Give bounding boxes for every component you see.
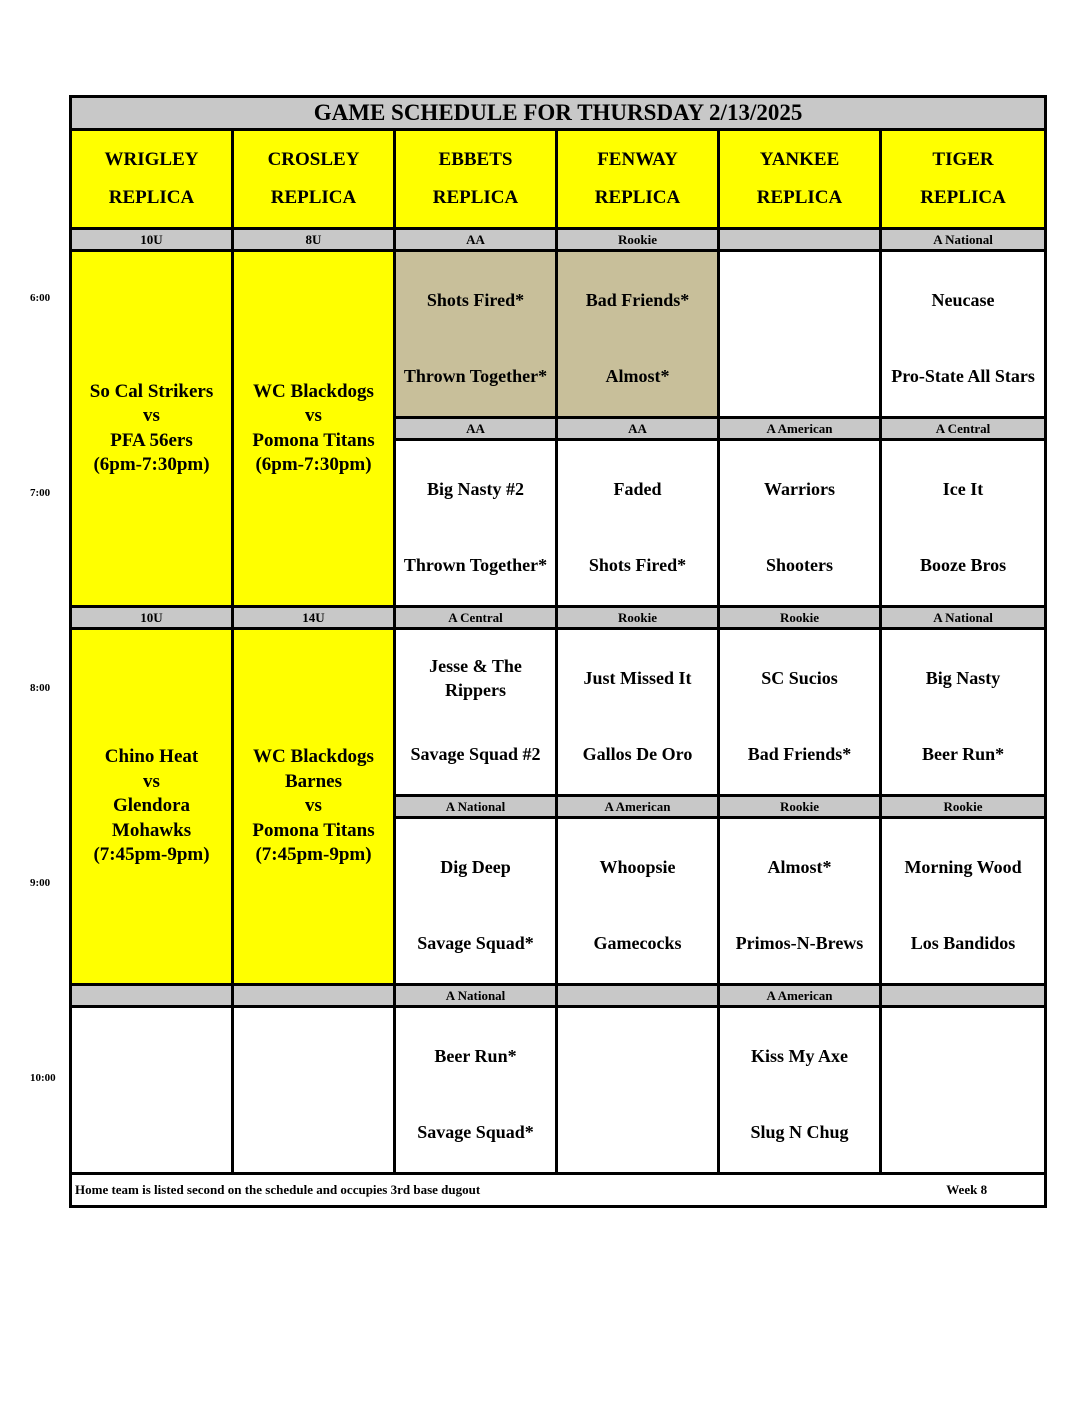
field-name: YANKEE — [759, 149, 840, 170]
away-team: Warriors — [764, 479, 835, 499]
game-cell — [719, 629, 881, 796]
home-team — [72, 1098, 231, 1166]
home-team: Gallos De Oro — [582, 744, 693, 764]
game-cell — [71, 1007, 233, 1174]
field-header-fenway — [557, 130, 719, 229]
game-cell — [233, 1007, 395, 1174]
crosley-game-late — [233, 629, 395, 985]
game-time: (7:45pm-9pm) — [255, 844, 372, 866]
field-header-row — [71, 130, 1046, 229]
field-name: CROSLEY — [267, 149, 360, 170]
game-cell — [395, 440, 557, 607]
away-team — [558, 1014, 717, 1098]
home-team: Primos-N-Brews — [735, 933, 864, 953]
team-name: Pomona Titans — [252, 429, 375, 451]
game-cell — [719, 251, 881, 418]
game-cell — [881, 818, 1046, 985]
division-label — [233, 985, 395, 1007]
field-header-crosley — [233, 130, 395, 229]
time-label: 7:00 — [30, 487, 51, 499]
division-label: A Central — [881, 418, 1046, 440]
game-cell — [719, 818, 881, 985]
home-team: Shooters — [766, 555, 833, 575]
game-cell — [395, 1007, 557, 1174]
time-label: 8:00 — [30, 682, 51, 694]
wrigley-game-late — [71, 629, 233, 985]
field-sub: REPLICA — [270, 187, 357, 208]
division-label: A American — [557, 796, 719, 818]
away-team — [234, 1014, 393, 1098]
away-team: Big Nasty — [925, 668, 1001, 688]
field-name: TIGER — [932, 149, 994, 170]
away-team — [882, 1014, 1044, 1098]
away-team: Almost* — [767, 857, 832, 877]
away-team: Ice It — [942, 479, 984, 499]
division-label — [557, 985, 719, 1007]
away-team: SC Sucios — [761, 668, 838, 688]
team-name: Barnes — [285, 770, 342, 792]
division-label: Rookie — [881, 796, 1046, 818]
footer-row — [71, 1174, 1046, 1207]
home-team: Los Bandidos — [910, 933, 1016, 953]
field-sub: REPLICA — [920, 187, 1006, 208]
game-row-10pm — [71, 1007, 1046, 1174]
division-label: A National — [881, 229, 1046, 251]
away-team — [720, 258, 879, 342]
home-team-note: Home team is listed second on the schedule and occupies 3rd base dugout — [75, 1182, 481, 1197]
home-team — [558, 1098, 717, 1166]
division-label: A Central — [395, 607, 557, 629]
away-team: Big Nasty #2 — [426, 479, 524, 499]
time-label: 9:00 — [30, 877, 51, 889]
division-label: 8U — [233, 229, 395, 251]
home-team: Thrown Together* — [403, 366, 548, 386]
field-header-ebbets — [395, 130, 557, 229]
division-label — [881, 985, 1046, 1007]
schedule-title: GAME SCHEDULE FOR THURSDAY 2/13/2025 — [71, 97, 1046, 130]
game-cell — [881, 440, 1046, 607]
division-label — [71, 985, 233, 1007]
game-cell — [881, 1007, 1046, 1174]
away-team: Neucase — [931, 290, 995, 310]
game-cell — [557, 1007, 719, 1174]
division-label: Rookie — [557, 607, 719, 629]
division-label — [719, 229, 881, 251]
vs-label: vs — [143, 770, 160, 792]
footer-cell — [71, 1174, 1046, 1207]
away-team: Whoopsie — [599, 857, 676, 877]
field-header-tiger — [881, 130, 1046, 229]
away-team: Just Missed It — [583, 668, 692, 688]
division-label: A National — [395, 796, 557, 818]
field-sub: REPLICA — [756, 187, 843, 208]
division-label: AA — [557, 418, 719, 440]
home-team: Bad Friends* — [747, 744, 852, 764]
home-team — [720, 342, 879, 410]
game-cell — [395, 251, 557, 418]
team-name: WC Blackdogs — [253, 746, 374, 768]
home-team — [882, 1098, 1044, 1166]
week-label: Week 8 — [946, 1182, 988, 1197]
game-cell — [557, 251, 719, 418]
home-team: Gamecocks — [593, 933, 682, 953]
division-label: 10U — [71, 607, 233, 629]
division-label: A American — [719, 418, 881, 440]
away-team: Faded — [613, 479, 662, 499]
field-name: FENWAY — [597, 149, 678, 170]
game-cell — [557, 629, 719, 796]
vs-label: vs — [305, 405, 322, 426]
home-team: Savage Squad* — [417, 933, 534, 953]
team-name: So Cal Strikers — [89, 380, 214, 402]
away-team: Dig Deep — [440, 857, 511, 877]
home-team: Almost* — [605, 366, 670, 386]
home-team: Thrown Together* — [403, 555, 548, 575]
away-team: Kiss My Axe — [751, 1046, 848, 1066]
game-time: (7:45pm-9pm) — [93, 844, 210, 866]
home-team: Pro-State All Stars — [891, 366, 1035, 386]
game-cell — [881, 629, 1046, 796]
division-label: Rookie — [557, 229, 719, 251]
team-name: Mohawks — [111, 819, 192, 841]
game-row-8pm — [71, 629, 1046, 796]
division-label: 14U — [233, 607, 395, 629]
division-row — [71, 607, 1046, 629]
field-sub: REPLICA — [432, 187, 519, 208]
crosley-game-early — [233, 251, 395, 607]
team-name: Pomona Titans — [252, 819, 375, 841]
team-name: Glendora — [112, 795, 191, 817]
away-team: Jesse & The Rippers — [429, 656, 522, 700]
division-label: A American — [719, 985, 881, 1007]
away-team: Beer Run* — [434, 1046, 517, 1066]
game-cell — [719, 440, 881, 607]
game-cell — [719, 1007, 881, 1174]
home-team: Booze Bros — [919, 555, 1007, 575]
field-sub: REPLICA — [594, 187, 681, 208]
game-row-6pm — [71, 251, 1046, 418]
away-team — [72, 1014, 231, 1098]
division-label: Rookie — [719, 607, 881, 629]
game-cell — [881, 251, 1046, 418]
field-header-wrigley — [71, 130, 233, 229]
vs-label: vs — [143, 405, 160, 426]
home-team: Savage Squad* — [417, 1122, 534, 1142]
home-team: Slug N Chug — [750, 1122, 849, 1142]
time-label: 6:00 — [30, 292, 51, 304]
division-row — [71, 229, 1046, 251]
division-label: AA — [395, 418, 557, 440]
division-label: A National — [395, 985, 557, 1007]
wrigley-game-early — [71, 251, 233, 607]
game-cell — [395, 629, 557, 796]
field-name: WRIGLEY — [104, 149, 199, 170]
home-team: Savage Squad #2 — [410, 744, 541, 764]
title-row — [71, 97, 1046, 130]
division-row — [71, 985, 1046, 1007]
away-team: Morning Wood — [904, 857, 1022, 877]
division-label: 10U — [71, 229, 233, 251]
division-label: AA — [395, 229, 557, 251]
game-time: (6pm-7:30pm) — [93, 454, 210, 475]
division-label: Rookie — [719, 796, 881, 818]
away-team: Shots Fired* — [426, 290, 525, 310]
home-team: Shots Fired* — [588, 555, 687, 575]
home-team — [234, 1098, 393, 1166]
division-label: A National — [881, 607, 1046, 629]
team-name: WC Blackdogs — [253, 380, 374, 402]
time-label: 10:00 — [30, 1072, 56, 1084]
game-time: (6pm-7:30pm) — [255, 454, 372, 475]
field-name: EBBETS — [438, 149, 513, 170]
team-name: PFA 56ers — [110, 429, 193, 451]
away-team: Bad Friends* — [585, 290, 690, 310]
game-cell — [557, 818, 719, 985]
vs-label: vs — [305, 795, 322, 817]
schedule-table — [69, 95, 1047, 1208]
home-team: Beer Run* — [921, 744, 1005, 764]
field-sub: REPLICA — [108, 187, 195, 208]
team-name: Chino Heat — [104, 746, 199, 768]
game-cell — [395, 818, 557, 985]
game-cell — [557, 440, 719, 607]
field-header-yankee — [719, 130, 881, 229]
